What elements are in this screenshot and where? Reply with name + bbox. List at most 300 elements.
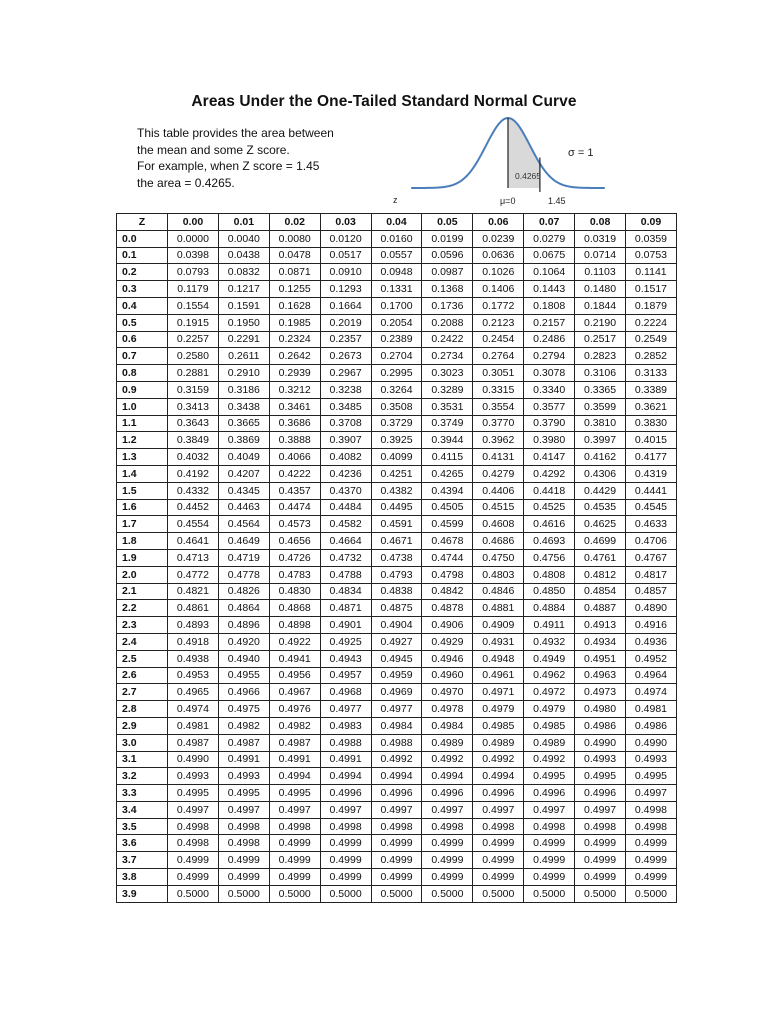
area-cell: 0.4989 (473, 734, 524, 751)
area-cell: 0.2517 (575, 331, 626, 348)
area-cell: 0.4997 (473, 801, 524, 818)
area-cell: 0.4032 (168, 449, 219, 466)
area-cell: 0.4927 (371, 633, 422, 650)
area-cell: 0.3849 (168, 432, 219, 449)
area-cell: 0.0596 (422, 247, 473, 264)
area-cell: 0.2224 (626, 314, 677, 331)
area-cell: 0.4999 (524, 835, 575, 852)
area-cell: 0.4808 (524, 566, 575, 583)
area-cell: 0.0239 (473, 230, 524, 247)
area-cell: 0.4989 (422, 734, 473, 751)
area-cell: 0.4878 (422, 600, 473, 617)
area-cell: 0.4881 (473, 600, 524, 617)
area-cell: 0.4850 (524, 583, 575, 600)
area-cell: 0.4925 (320, 633, 371, 650)
area-cell: 0.4812 (575, 566, 626, 583)
area-cell: 0.4991 (218, 751, 269, 768)
z-value-cell: 1.9 (117, 549, 168, 566)
area-cell: 0.4582 (320, 516, 371, 533)
area-cell: 0.4995 (218, 785, 269, 802)
area-cell: 0.4998 (422, 818, 473, 835)
table-row (117, 852, 677, 869)
area-cell: 0.2704 (371, 348, 422, 365)
area-cell: 0.2422 (422, 331, 473, 348)
area-cell: 0.4999 (168, 852, 219, 869)
area-cell: 0.4545 (626, 499, 677, 516)
area-cell: 0.4977 (371, 701, 422, 718)
area-cell: 0.3212 (269, 381, 320, 398)
area-cell: 0.4452 (168, 499, 219, 516)
area-cell: 0.4999 (524, 869, 575, 886)
area-cell: 0.0910 (320, 264, 371, 281)
z-value-cell: 3.2 (117, 768, 168, 785)
z-value-cell: 3.4 (117, 801, 168, 818)
area-cell: 0.3830 (626, 415, 677, 432)
table-row (117, 449, 677, 466)
table-row (117, 617, 677, 634)
area-cell: 0.3485 (320, 398, 371, 415)
area-cell: 0.4997 (575, 801, 626, 818)
table-row (117, 533, 677, 550)
area-cell: 0.4979 (524, 701, 575, 718)
area-cell: 0.4706 (626, 533, 677, 550)
area-cell: 0.4821 (168, 583, 219, 600)
area-cell: 0.4699 (575, 533, 626, 550)
table-row (117, 348, 677, 365)
area-cell: 0.4564 (218, 516, 269, 533)
area-cell: 0.0120 (320, 230, 371, 247)
area-cell: 0.4988 (320, 734, 371, 751)
area-cell: 0.1844 (575, 297, 626, 314)
area-cell: 0.4999 (626, 835, 677, 852)
area-cell: 0.2486 (524, 331, 575, 348)
area-cell: 0.0199 (422, 230, 473, 247)
area-cell: 0.4744 (422, 549, 473, 566)
area-cell: 0.4922 (269, 633, 320, 650)
area-cell: 0.4989 (524, 734, 575, 751)
area-cell: 0.1255 (269, 281, 320, 298)
area-cell: 0.4633 (626, 516, 677, 533)
area-cell: 0.4854 (575, 583, 626, 600)
area-cell: 0.4608 (473, 516, 524, 533)
area-cell: 0.4999 (218, 869, 269, 886)
area-cell: 0.2580 (168, 348, 219, 365)
area-cell: 0.1331 (371, 281, 422, 298)
description-line: the area = 0.4265. (137, 175, 235, 190)
z-value-cell: 0.5 (117, 314, 168, 331)
area-cell: 0.4778 (218, 566, 269, 583)
area-cell: 0.2190 (575, 314, 626, 331)
area-cell: 0.0000 (168, 230, 219, 247)
area-cell: 0.4998 (168, 818, 219, 835)
table-row (117, 768, 677, 785)
area-cell: 0.4686 (473, 533, 524, 550)
table-row (117, 869, 677, 886)
area-cell: 0.4082 (320, 449, 371, 466)
area-cell: 0.4995 (269, 785, 320, 802)
area-cell: 0.4998 (473, 818, 524, 835)
area-cell: 0.4993 (168, 768, 219, 785)
table-row (117, 701, 677, 718)
area-cell: 0.2019 (320, 314, 371, 331)
area-cell: 0.3749 (422, 415, 473, 432)
area-cell: 0.4995 (575, 768, 626, 785)
area-cell: 0.4995 (524, 768, 575, 785)
area-cell: 0.1443 (524, 281, 575, 298)
area-cell: 0.4997 (626, 785, 677, 802)
area-cell: 0.4861 (168, 600, 219, 617)
area-cell: 0.4997 (320, 801, 371, 818)
area-cell: 0.3289 (422, 381, 473, 398)
area-cell: 0.4484 (320, 499, 371, 516)
area-cell: 0.0675 (524, 247, 575, 264)
area-cell: 0.4965 (168, 684, 219, 701)
area-cell: 0.4993 (218, 768, 269, 785)
area-cell: 0.4115 (422, 449, 473, 466)
area-cell: 0.4969 (371, 684, 422, 701)
area-cell: 0.4495 (371, 499, 422, 516)
area-cell: 0.1985 (269, 314, 320, 331)
area-cell: 0.4998 (524, 818, 575, 835)
area-cell: 0.0753 (626, 247, 677, 264)
area-cell: 0.3051 (473, 365, 524, 382)
description-line: the mean and some Z score. (137, 142, 290, 157)
area-cell: 0.4936 (626, 633, 677, 650)
table-row (117, 600, 677, 617)
area-cell: 0.4756 (524, 549, 575, 566)
area-cell: 0.4999 (473, 852, 524, 869)
area-cell: 0.4994 (320, 768, 371, 785)
area-cell: 0.4973 (575, 684, 626, 701)
z-value-cell: 1.5 (117, 482, 168, 499)
column-header: 0.04 (371, 214, 422, 231)
z-value-cell: 1.8 (117, 533, 168, 550)
area-cell: 0.4966 (218, 684, 269, 701)
z-value-cell: 3.8 (117, 869, 168, 886)
area-cell: 0.4292 (524, 465, 575, 482)
area-cell: 0.4960 (422, 667, 473, 684)
area-cell: 0.4998 (371, 818, 422, 835)
area-cell: 0.4906 (422, 617, 473, 634)
area-cell: 0.4997 (269, 801, 320, 818)
area-cell: 0.2764 (473, 348, 524, 365)
area-cell: 0.4998 (575, 818, 626, 835)
area-cell: 0.1628 (269, 297, 320, 314)
area-cell: 0.5000 (575, 885, 626, 902)
area-cell: 0.4904 (371, 617, 422, 634)
area-cell: 0.4992 (371, 751, 422, 768)
area-cell: 0.4964 (626, 667, 677, 684)
column-header: 0.02 (269, 214, 320, 231)
table-row (117, 314, 677, 331)
area-cell: 0.4931 (473, 633, 524, 650)
z-value-cell: 3.5 (117, 818, 168, 835)
area-cell: 0.4207 (218, 465, 269, 482)
table-row (117, 415, 677, 432)
area-cell: 0.4985 (524, 717, 575, 734)
area-cell: 0.0793 (168, 264, 219, 281)
area-cell: 0.4998 (168, 835, 219, 852)
area-cell: 0.3962 (473, 432, 524, 449)
area-cell: 0.4441 (626, 482, 677, 499)
column-header: 0.03 (320, 214, 371, 231)
area-cell: 0.3888 (269, 432, 320, 449)
column-header: 0.00 (168, 214, 219, 231)
area-cell: 0.1517 (626, 281, 677, 298)
area-cell: 0.3315 (473, 381, 524, 398)
area-cell: 0.4999 (524, 852, 575, 869)
column-header: 0.05 (422, 214, 473, 231)
area-cell: 0.4998 (269, 818, 320, 835)
z-value-cell: 3.0 (117, 734, 168, 751)
area-cell: 0.4941 (269, 650, 320, 667)
area-cell: 0.1915 (168, 314, 219, 331)
area-cell: 0.4995 (626, 768, 677, 785)
z-value-cell: 2.7 (117, 684, 168, 701)
area-cell: 0.4783 (269, 566, 320, 583)
area-cell: 0.2852 (626, 348, 677, 365)
area-cell: 0.4981 (626, 701, 677, 718)
area-cell: 0.4992 (473, 751, 524, 768)
area-cell: 0.4952 (626, 650, 677, 667)
table-row (117, 247, 677, 264)
area-cell: 0.3810 (575, 415, 626, 432)
z-value-cell: 0.3 (117, 281, 168, 298)
area-cell: 0.4177 (626, 449, 677, 466)
area-cell: 0.0871 (269, 264, 320, 281)
area-cell: 0.4999 (626, 869, 677, 886)
area-cell: 0.4983 (320, 717, 371, 734)
area-cell: 0.0080 (269, 230, 320, 247)
area-cell: 0.4131 (473, 449, 524, 466)
area-cell: 0.1950 (218, 314, 269, 331)
area-cell: 0.2123 (473, 314, 524, 331)
area-cell: 0.5000 (371, 885, 422, 902)
z-value-cell: 2.3 (117, 617, 168, 634)
area-cell: 0.4599 (422, 516, 473, 533)
area-cell: 0.4678 (422, 533, 473, 550)
area-cell: 0.3186 (218, 381, 269, 398)
area-cell: 0.4998 (626, 818, 677, 835)
normal-curve-figure (380, 108, 636, 208)
area-cell: 0.4875 (371, 600, 422, 617)
area-cell: 0.4999 (473, 835, 524, 852)
area-cell: 0.4994 (422, 768, 473, 785)
area-cell: 0.4474 (269, 499, 320, 516)
area-cell: 0.3621 (626, 398, 677, 415)
area-cell: 0.2389 (371, 331, 422, 348)
area-cell: 0.4382 (371, 482, 422, 499)
area-cell: 0.4957 (320, 667, 371, 684)
area-cell: 0.4988 (371, 734, 422, 751)
area-cell: 0.4846 (473, 583, 524, 600)
area-cell: 0.4999 (371, 869, 422, 886)
z-value-cell: 1.7 (117, 516, 168, 533)
table-row (117, 566, 677, 583)
area-cell: 0.4803 (473, 566, 524, 583)
table-row (117, 516, 677, 533)
area-cell: 0.4980 (575, 701, 626, 718)
area-cell: 0.2910 (218, 365, 269, 382)
area-cell: 0.1293 (320, 281, 371, 298)
area-cell: 0.3508 (371, 398, 422, 415)
area-cell: 0.4999 (575, 869, 626, 886)
z-value-cell: 1.0 (117, 398, 168, 415)
table-row (117, 264, 677, 281)
area-cell: 0.3599 (575, 398, 626, 415)
area-cell: 0.4999 (473, 869, 524, 886)
area-cell: 0.4573 (269, 516, 320, 533)
area-cell: 0.3790 (524, 415, 575, 432)
area-cell: 0.4345 (218, 482, 269, 499)
area-cell: 0.4306 (575, 465, 626, 482)
z-column-header: Z (117, 214, 168, 231)
area-cell: 0.5000 (320, 885, 371, 902)
table-row (117, 331, 677, 348)
area-cell: 0.4997 (371, 801, 422, 818)
z-table (116, 213, 677, 903)
area-cell: 0.4990 (626, 734, 677, 751)
area-cell: 0.4999 (422, 852, 473, 869)
area-cell: 0.3770 (473, 415, 524, 432)
z-value-cell: 2.9 (117, 717, 168, 734)
area-cell: 0.4793 (371, 566, 422, 583)
area-cell: 0.1808 (524, 297, 575, 314)
area-cell: 0.4990 (168, 751, 219, 768)
area-cell: 0.4991 (269, 751, 320, 768)
area-cell: 0.4929 (422, 633, 473, 650)
area-cell: 0.4934 (575, 633, 626, 650)
area-cell: 0.3665 (218, 415, 269, 432)
table-row (117, 818, 677, 835)
z-value-label: 1.45 (548, 196, 566, 206)
area-cell: 0.4463 (218, 499, 269, 516)
z-axis-label: z (393, 195, 398, 205)
area-cell: 0.4890 (626, 600, 677, 617)
z-value-cell: 0.4 (117, 297, 168, 314)
area-cell: 0.3708 (320, 415, 371, 432)
area-cell: 0.4999 (269, 852, 320, 869)
area-cell: 0.4505 (422, 499, 473, 516)
area-cell: 0.4664 (320, 533, 371, 550)
area-cell: 0.4761 (575, 549, 626, 566)
area-cell: 0.4357 (269, 482, 320, 499)
area-cell: 0.4998 (626, 801, 677, 818)
area-cell: 0.4015 (626, 432, 677, 449)
table-row (117, 801, 677, 818)
area-cell: 0.4974 (168, 701, 219, 718)
area-cell: 0.4656 (269, 533, 320, 550)
area-cell: 0.4999 (269, 835, 320, 852)
z-value-cell: 2.6 (117, 667, 168, 684)
area-cell: 0.5000 (422, 885, 473, 902)
area-cell: 0.0438 (218, 247, 269, 264)
area-cell: 0.4099 (371, 449, 422, 466)
area-cell: 0.4968 (320, 684, 371, 701)
area-cell: 0.4955 (218, 667, 269, 684)
table-row (117, 633, 677, 650)
area-cell: 0.4857 (626, 583, 677, 600)
area-cell: 0.1368 (422, 281, 473, 298)
area-cell: 0.3869 (218, 432, 269, 449)
area-cell: 0.4990 (575, 734, 626, 751)
area-cell: 0.4970 (422, 684, 473, 701)
area-cell: 0.4918 (168, 633, 219, 650)
area-cell: 0.4871 (320, 600, 371, 617)
z-value-cell: 1.6 (117, 499, 168, 516)
z-value-cell: 0.2 (117, 264, 168, 281)
area-cell: 0.4997 (218, 801, 269, 818)
column-header: 0.08 (575, 214, 626, 231)
area-cell: 0.2734 (422, 348, 473, 365)
area-cell: 0.4429 (575, 482, 626, 499)
area-cell: 0.4147 (524, 449, 575, 466)
area-cell: 0.4996 (473, 785, 524, 802)
area-cell: 0.4959 (371, 667, 422, 684)
area-cell: 0.4999 (320, 869, 371, 886)
table-row (117, 297, 677, 314)
area-cell: 0.4370 (320, 482, 371, 499)
area-cell: 0.4992 (422, 751, 473, 768)
area-cell: 0.0279 (524, 230, 575, 247)
area-cell: 0.4985 (473, 717, 524, 734)
area-cell: 0.4732 (320, 549, 371, 566)
area-cell: 0.4971 (473, 684, 524, 701)
area-cell: 0.4967 (269, 684, 320, 701)
area-cell: 0.4887 (575, 600, 626, 617)
z-value-cell: 3.3 (117, 785, 168, 802)
area-cell: 0.4979 (473, 701, 524, 718)
area-cell: 0.4994 (269, 768, 320, 785)
area-cell: 0.5000 (524, 885, 575, 902)
area-cell: 0.2881 (168, 365, 219, 382)
area-cell: 0.4997 (524, 801, 575, 818)
area-cell: 0.1554 (168, 297, 219, 314)
table-row (117, 785, 677, 802)
area-cell: 0.5000 (168, 885, 219, 902)
area-cell: 0.4956 (269, 667, 320, 684)
z-value-cell: 0.1 (117, 247, 168, 264)
area-cell: 0.4994 (473, 768, 524, 785)
area-cell: 0.1141 (626, 264, 677, 281)
area-cell: 0.4916 (626, 617, 677, 634)
z-value-cell: 1.4 (117, 465, 168, 482)
area-cell: 0.4986 (575, 717, 626, 734)
z-value-cell: 1.1 (117, 415, 168, 432)
area-cell: 0.3023 (422, 365, 473, 382)
column-header: 0.09 (626, 214, 677, 231)
area-cell: 0.4162 (575, 449, 626, 466)
area-cell: 0.2454 (473, 331, 524, 348)
area-cell: 0.2794 (524, 348, 575, 365)
area-cell: 0.4236 (320, 465, 371, 482)
area-label: 0.4265 (515, 171, 541, 181)
area-cell: 0.4994 (371, 768, 422, 785)
area-cell: 0.4999 (218, 852, 269, 869)
sigma-label: σ = 1 (568, 147, 594, 159)
area-cell: 0.4896 (218, 617, 269, 634)
z-value-cell: 3.7 (117, 852, 168, 869)
mu-label: μ=0 (500, 196, 516, 206)
area-cell: 0.3729 (371, 415, 422, 432)
area-cell: 0.4953 (168, 667, 219, 684)
area-cell: 0.4993 (626, 751, 677, 768)
area-cell: 0.4909 (473, 617, 524, 634)
area-cell: 0.4993 (575, 751, 626, 768)
z-value-cell: 3.9 (117, 885, 168, 902)
area-cell: 0.4938 (168, 650, 219, 667)
area-cell: 0.4987 (218, 734, 269, 751)
